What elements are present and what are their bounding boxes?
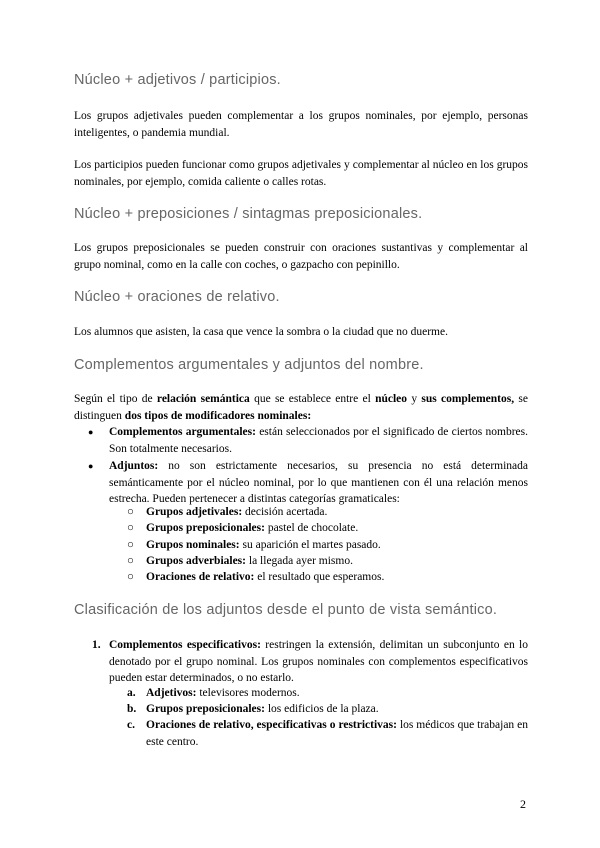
sub-bullet-marker: ○ [127,555,134,567]
sub-bullet-marker: ○ [127,522,134,534]
list-item: Adjuntos: no son estrictamente necesarios, su presencia no está determinada semánticamente por el núcleo nominal, por lo que mantienen con él una relación menos estrecha. Pueden pertenecer a distintas categorías gramaticales: [109,460,528,505]
lettered-item: Grupos preposicionales: los edificios de la plaza. [146,703,379,715]
sub-list-item: Grupos adverbiales: la llegada ayer mismo. [146,555,353,567]
letter-marker: a. [127,687,136,699]
lettered-item: Oraciones de relativo, especificativas o restrictivas: los médicos que trabajan en este centro. [146,719,528,748]
sub-bullet-marker: ○ [127,506,134,518]
letter-marker: c. [127,719,135,731]
paragraph: Los alumnos que asisten, la casa que vence la sombra o la ciudad que no duerme. [74,326,448,338]
paragraph: Los participios pueden funcionar como grupos adjetivales y complementar al núcleo en los grupos nominales, por ejemplo, comida caliente o calles rotas. [74,159,528,188]
bullet-marker: ● [88,427,94,437]
heading-nucleo-adjetivos: Núcleo + adjetivos / participios. [74,72,281,88]
number-marker: 1. [92,639,101,651]
letter-marker: b. [127,703,137,715]
numbered-item: Complementos especificativos: restringen la extensión, delimitan un subconjunto en lo denotado por el grupo nominal. Los grupos nominales con complementos especificativos pueden estar determinados, o no estarlo. [109,639,528,684]
sub-bullet-marker: ○ [127,539,134,551]
lettered-item: Adjetivos: televisores modernos. [146,687,300,699]
heading-complementos-adjuntos: Complementos argumentales y adjuntos del nombre. [74,357,424,373]
sub-bullet-marker: ○ [127,571,134,583]
paragraph: Los grupos preposicionales se pueden construir con oraciones sustantivas y complementar al grupo nominal, como en la calle con coches, o gazpacho con pepinillo. [74,242,528,271]
sub-list-item: Oraciones de relativo: el resultado que esperamos. [146,571,385,583]
sub-list-item: Grupos adjetivales: decisión acertada. [146,506,328,518]
heading-clasificacion-adjuntos: Clasificación de los adjuntos desde el punto de vista semántico. [74,602,498,618]
paragraph: Los grupos adjetivales pueden complementar a los grupos nominales, por ejemplo, personas inteligentes, o pandemia mundial. [74,110,528,139]
sub-list-item: Grupos preposicionales: pastel de chocolate. [146,522,359,534]
heading-nucleo-preposiciones: Núcleo + preposiciones / sintagmas preposicionales. [74,206,423,222]
page-number: 2 [520,797,526,811]
intro-paragraph: Según el tipo de relación semántica que se establece entre el núcleo y sus complementos, se distinguen dos tipos de modificadores nominales: [74,393,528,422]
sub-list-item: Grupos nominales: su aparición el martes pasado. [146,539,381,551]
heading-nucleo-relativo: Núcleo + oraciones de relativo. [74,289,280,305]
list-item: Complementos argumentales: están seleccionados por el significado de ciertos nombres. Son totalmente necesarios. [109,426,528,455]
bullet-marker: ● [88,461,94,471]
